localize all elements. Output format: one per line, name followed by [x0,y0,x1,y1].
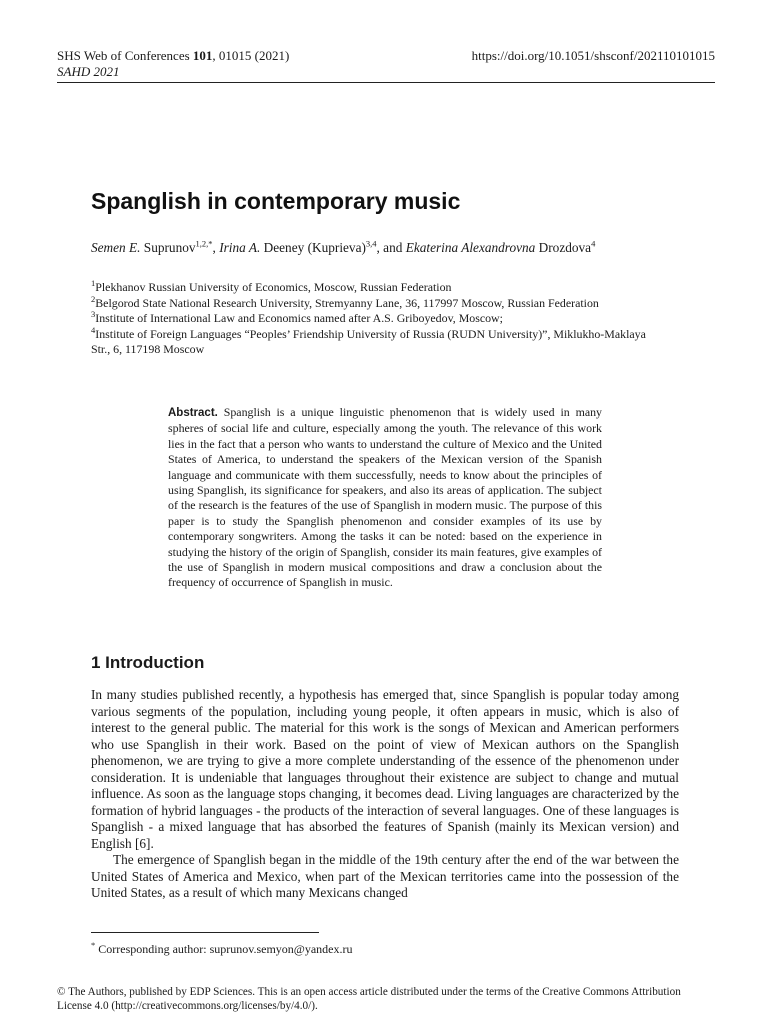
affiliation-item [91,280,651,296]
author-3-affil-mark: 4 [591,238,596,249]
affiliation-list [91,280,651,358]
affiliation-text: Plekhanov Russian University of Economics, Moscow, Russian Federation [95,280,452,294]
footnote-mark: * [91,940,96,950]
paper-title: Spanglish in contemporary music [91,188,461,214]
author-1-affil-mark: 1,2,* [195,238,213,249]
affiliation-text: Institute of Foreign Languages “Peoples’ Friendship University of Russia (RUDN University)”, Miklukho-Maklaya Str., 6, 117198 Moscow [91,326,646,356]
abstract-text: Spanglish is a unique linguistic phenomenon that is widely used in many spheres of social life and culture, especially among the youth. The relevance of this work lies in the fact that a person who wants to understand the culture of Mexico and the United States of America, to understand the speakers of the Mexican version of the Spanish language and communicate with them successfully, needs to know about the principles of using Spanglish, its significance for speakers, and also its areas of application. The subject of the research is the features of the use of Spanglish in modern music. The purpose of this paper is to study the Spanglish phenomenon and consider examples of its use by contemporary songwriters. Among the tasks it can be noted: based on the experience in studying the history of the origin of Spanglish, consider its main features, give examples of the use of Spanglish in modern musical compositions and draw a conclusion about the frequency of occurrence of Spanglish in music. [168,405,602,590]
affiliation-item [91,324,651,358]
author-separator: , [212,240,220,255]
author-list [91,240,651,256]
section-body [91,687,679,902]
author-separator: , and [376,240,406,255]
author-2-given: Irina A. [219,240,261,255]
journal-name: SHS Web of Conferences [57,48,193,63]
affiliation-number: 2 [91,293,96,304]
author-3-family: Drozdova [535,240,592,255]
affiliation-text: Belgorod State National Research University, Stremyanny Lane, 36, 117997 Moscow, Russian Federation [95,295,599,310]
doi-link[interactable]: https://doi.org/10.1051/shsconf/202110101015 [471,48,715,63]
affiliation-number: 3 [91,309,96,320]
conference-name: SAHD 2021 [57,64,120,79]
running-header-left [57,48,289,80]
journal-citation [57,48,289,64]
body-paragraph: The emergence of Spanglish began in the middle of the 19th century after the end of the war between the United States of America and Mexico, when part of the Mexican territories came into the possession of the United States, as a result of which many Mexicans changed [91,852,679,900]
article-number: , 01015 (2021) [212,48,290,63]
affiliation-number: 1 [91,278,96,289]
footnote [91,941,352,957]
journal-volume: 101 [192,48,213,63]
affiliation-item [91,311,651,327]
author-1-family: Suprunov [140,240,196,255]
affiliation-text: Institute of International Law and Economics named after A.S. Griboyedov, Moscow; [95,311,503,325]
author-2-family: Deeney (Kuprieva) [260,240,366,255]
header-divider [57,82,715,83]
affiliation-number: 4 [91,324,96,335]
footnote-text: Corresponding author: suprunov.semyon@yandex.ru [95,942,353,956]
body-paragraph: In many studies published recently, a hypothesis has emerged that, since Spanglish is popular today among various segments of the population, including young people, it often appears in music, which is also of interest to the general public. The material for this work is the songs of Mexican and American performers who use Spanglish in their work. Based on the point of view of Mexican authors on the Spanglish phenomenon, we are trying to give a more complete understanding of the essence of the phenomenon under consideration. It is undeniable that languages throughout their existence are subject to change and mutual influence. As soon as the language stops changing, it becomes dead. Living languages are characterized by the formation of hybrid languages - the products of the interaction of several languages. One of these languages is Spanglish - a mixed language that has absorbed the features of Spanish (mainly its Mexican version) and English [6]. [91,687,679,851]
author-2-affil-mark: 3,4 [365,238,377,249]
author-1-given: Semen E. [91,240,141,255]
abstract-label: Abstract. [168,407,218,419]
affiliation-item [91,293,651,312]
abstract [168,405,602,591]
license-notice: © The Authors, published by EDP Sciences. This is an open access article distributed under the terms of the Creative Commons Attribution License 4.0 (http://creativecommons.org/licenses/by/4.0/). [57,986,681,1012]
footnote-divider [91,932,319,933]
author-3-given: Ekaterina Alexandrovna [405,240,536,255]
section-heading: 1 Introduction [91,653,205,672]
